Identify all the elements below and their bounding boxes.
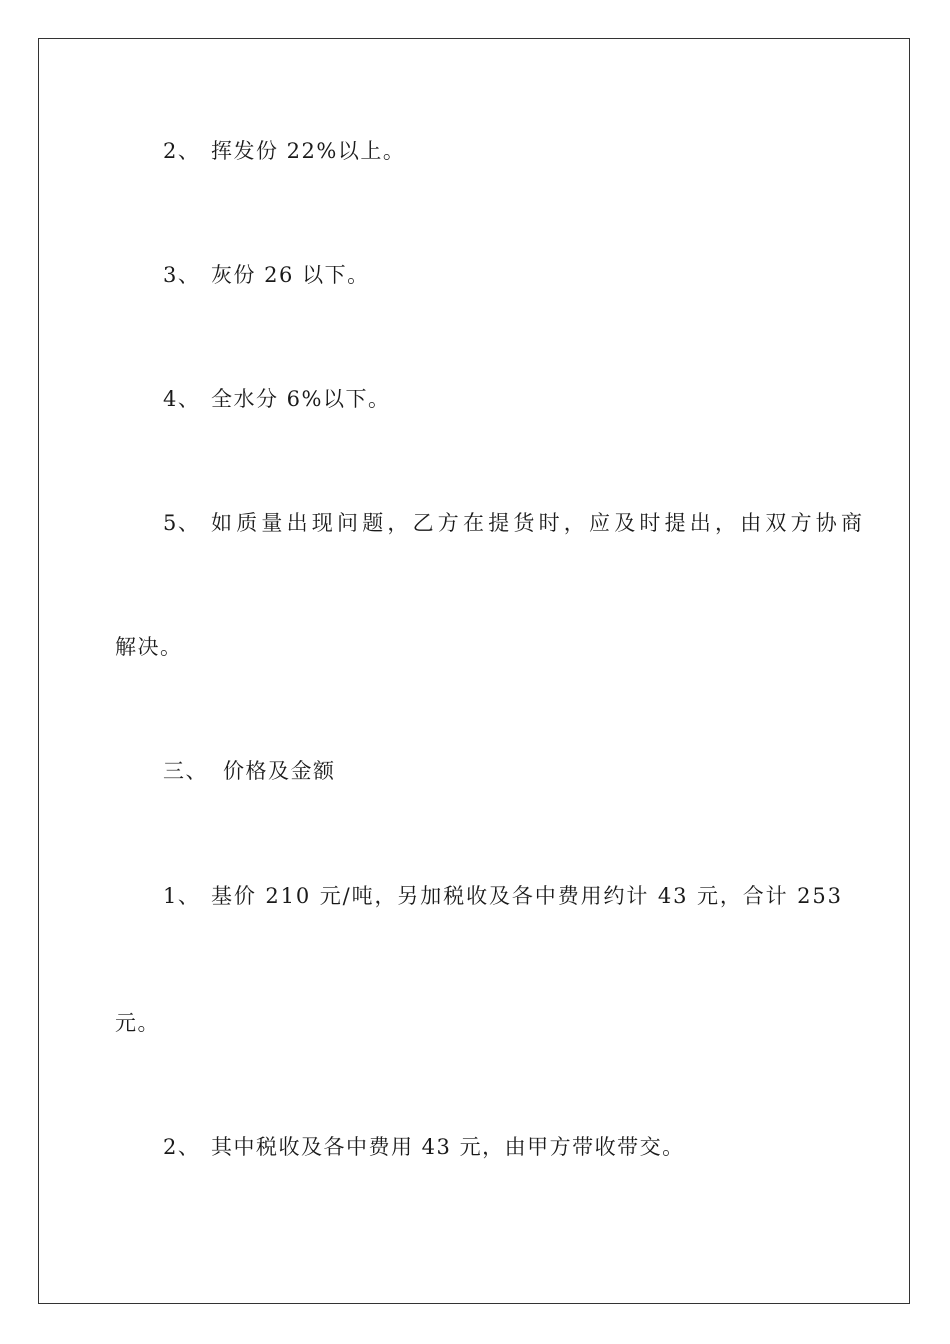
quality-item-5	[163, 510, 866, 536]
quality-item-3	[163, 262, 370, 288]
item-number: 2、	[163, 1135, 201, 1159]
item-text: 全水分 6%以下。	[211, 387, 391, 411]
item-continuation-text: 元。	[115, 1011, 160, 1035]
item-text: 如质量出现问题，乙方在提货时，应及时提出，由双方协商	[211, 511, 867, 535]
item-number: 2、	[163, 139, 201, 163]
item-number: 3、	[163, 263, 201, 287]
item-text: 基价 210 元/吨，另加税收及各中费用约计 43 元，合计 253	[211, 884, 843, 908]
section-title: 价格及金额	[223, 759, 336, 783]
item-text: 挥发份 22%以上。	[211, 139, 406, 163]
item-number: 4、	[163, 387, 201, 411]
quality-item-5-continuation	[115, 634, 183, 660]
quality-item-4	[163, 386, 391, 412]
quality-item-2	[163, 138, 405, 164]
page-border	[38, 38, 910, 1304]
price-item-1	[163, 883, 843, 909]
item-text: 灰份 26 以下。	[211, 263, 370, 287]
item-number: 5、	[163, 511, 201, 535]
section-number: 三、	[163, 759, 208, 783]
section-heading	[163, 758, 336, 784]
price-item-2	[163, 1134, 685, 1160]
item-number: 1、	[163, 884, 201, 908]
item-continuation-text: 解决。	[115, 635, 183, 659]
item-text: 其中税收及各中费用 43 元，由甲方带收带交。	[211, 1135, 685, 1159]
price-item-1-continuation	[115, 1010, 160, 1036]
